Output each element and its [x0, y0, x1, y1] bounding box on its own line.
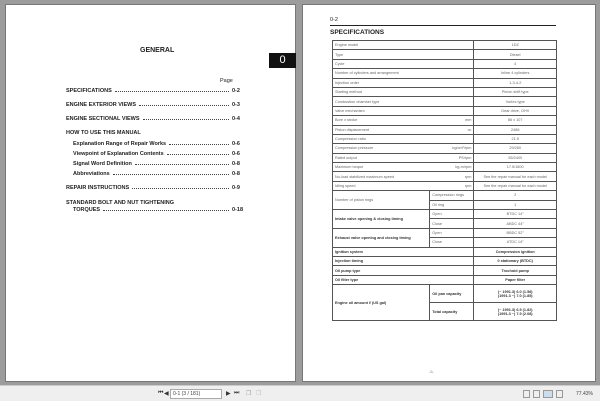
table-row [333, 256, 557, 265]
cell: Number of piston rings [333, 191, 430, 210]
table-row [333, 50, 557, 59]
cell: Starting method [333, 87, 430, 96]
header-rule [330, 25, 556, 26]
cell: ABDC 44° [474, 219, 557, 228]
toc-page: 0-2 [232, 88, 240, 94]
continuous-view-icon[interactable] [533, 390, 540, 398]
page-input[interactable]: 0-1 (3 / 181) [170, 389, 222, 399]
left-page [5, 4, 296, 382]
cell [430, 78, 474, 87]
cell: Paper filter [474, 275, 557, 284]
leader-dots [132, 185, 229, 189]
cell: Close [430, 238, 474, 247]
cell: 0 stationary (BTDC) [474, 256, 557, 265]
chapter-tab: 0 [269, 53, 296, 68]
cell [430, 87, 474, 96]
leader-dots [103, 207, 229, 211]
toc-page: 0-4 [232, 116, 240, 122]
first-page-icon[interactable]: ⏮ [158, 390, 164, 396]
cell: 2486 [474, 125, 557, 134]
page-header: 0-2 [330, 17, 338, 23]
copy-icon[interactable]: ❐ [246, 391, 252, 397]
cell: kg/cm²/rpm [430, 144, 474, 153]
cell: Inline 4 cylinders [474, 69, 557, 78]
cell: Trochoid pump [474, 266, 557, 275]
cell: cc [430, 125, 474, 134]
leader-dots [139, 102, 229, 106]
leader-dots [143, 116, 229, 120]
toc-label: Explanation Range of Repair Works [73, 141, 167, 147]
table-row [333, 191, 557, 200]
cell: kg-m/rpm [430, 163, 474, 172]
value-line: (1991.3 ~) 7.9 (2.08) [497, 311, 533, 316]
prev-page-icon[interactable]: ◀ [164, 391, 169, 397]
two-page-view-icon[interactable] [543, 390, 553, 398]
toc-label: ENGINE EXTERIOR VIEWS [66, 102, 136, 108]
cell [430, 69, 474, 78]
cell: 55/2400 [474, 153, 557, 162]
last-page-icon[interactable]: ⏭ [234, 390, 240, 396]
page-column-header: Page [220, 78, 233, 84]
cell: rpm [430, 181, 474, 190]
cell: Maximum torque [333, 163, 430, 172]
value-line: (~ 1991.3) 6.9 (1.82) [497, 307, 533, 312]
table-row [333, 69, 557, 78]
cell: 4 [474, 59, 557, 68]
toc-entry[interactable] [73, 141, 246, 147]
table-row [333, 87, 557, 96]
cell: Compression ratio [333, 134, 430, 143]
cell [430, 106, 474, 115]
cell: Idling speed [333, 181, 430, 190]
toc-label: SPECIFICATIONS [66, 88, 112, 94]
cell: Bore x stroke [333, 116, 430, 125]
cell: 21.5 [474, 134, 557, 143]
leader-dots [113, 171, 229, 175]
cell: Injection timing [333, 256, 474, 265]
value-line: (~ 1991.3) 6.0 (1.58) [497, 289, 533, 294]
table-row [333, 125, 557, 134]
toc-label: STANDARD BOLT AND NUT TIGHTENING [66, 200, 175, 206]
cell: Cycle [333, 59, 430, 68]
cell: Diesel [474, 50, 557, 59]
cell: No-load stabilized maximum speed [333, 172, 430, 181]
toc-page: 0-6 [232, 141, 240, 147]
cell: Rated output [333, 153, 430, 162]
cell: Oil pump type [333, 266, 474, 275]
cell: BBDC 52° [474, 228, 557, 237]
table-row [333, 134, 557, 143]
cell: Type [333, 50, 430, 59]
cell: PS/rpm [430, 153, 474, 162]
toc-page: 0-18 [232, 207, 244, 213]
table-row [333, 247, 557, 256]
table-row [333, 106, 557, 115]
toc-entry[interactable] [66, 200, 246, 206]
cell [430, 50, 474, 59]
table-row [333, 97, 557, 106]
table-row [333, 116, 557, 125]
cell: 17.5/1600 [474, 163, 557, 172]
table-row [333, 59, 557, 68]
toc-page: 0-3 [232, 102, 240, 108]
cell: Combustion chamber type [333, 97, 430, 106]
cell: Pinion shift type [474, 87, 557, 96]
table-row [333, 144, 557, 153]
cell: BTDC 14° [474, 210, 557, 219]
cell: Total capacity [430, 303, 474, 321]
cell: 1DZ [474, 41, 557, 50]
leader-dots [169, 141, 229, 145]
cell: Compression rings [430, 191, 474, 200]
toc-entry[interactable] [73, 171, 246, 177]
table-row [333, 181, 557, 190]
toc-entry[interactable] [66, 116, 246, 122]
table-row [333, 41, 557, 50]
cell: Open [430, 228, 474, 237]
toc-label: Signal Word Definition [73, 161, 132, 167]
toc-entry[interactable] [66, 88, 246, 94]
leader-dots [115, 88, 229, 92]
cell: Gear drive, OHV [474, 106, 557, 115]
page-footer: -6- [429, 369, 434, 374]
cell [474, 303, 557, 321]
table-row [333, 285, 557, 303]
cell: 1 [474, 200, 557, 209]
oil-label: Engine oil amount [335, 300, 368, 305]
table-row [333, 228, 557, 237]
cell [474, 285, 557, 303]
toc-label: HOW TO USE THIS MANUAL [66, 130, 141, 136]
toc-label: ENGINE SECTIONAL VIEWS [66, 116, 140, 122]
cell: See the repair manual for each model [474, 172, 557, 181]
table-row [333, 275, 557, 284]
section-title: GENERAL [140, 47, 175, 54]
spec-title: SPECIFICATIONS [330, 29, 385, 36]
cell: Exhaust valve opening and closing timing [333, 228, 430, 247]
value-line: (1991.3 ~) 7.0 (1.85) [497, 293, 533, 298]
two-page-continuous-icon[interactable] [556, 390, 563, 398]
cell: ATDC 14° [474, 238, 557, 247]
toc-entry[interactable] [73, 161, 246, 167]
cell: 1-3-4-2 [474, 78, 557, 87]
toc-label: REPAIR INSTRUCTIONS [66, 185, 130, 191]
toc-page: 0-6 [232, 151, 240, 157]
toc-entry[interactable] [73, 207, 246, 213]
bottom-toolbar [0, 385, 600, 401]
cell [430, 59, 474, 68]
table-row [333, 210, 557, 219]
cell: Compression pressure [333, 144, 430, 153]
toc-entry[interactable] [73, 151, 246, 157]
table-row [333, 153, 557, 162]
toc-label: TORQUES [73, 207, 101, 213]
cell: Intake valve opening & closing timing [333, 210, 430, 229]
cell: Oil ring [430, 200, 474, 209]
cell: See the repair manual for each model [474, 181, 557, 190]
cell: Valve mechanism [333, 106, 430, 115]
cell: Vortex type [474, 97, 557, 106]
cell: Open [430, 210, 474, 219]
paste-icon[interactable]: ❐ [256, 391, 262, 397]
leader-dots [135, 161, 229, 165]
cell: Injection order [333, 78, 430, 87]
cell: 29/260 [474, 144, 557, 153]
table-row [333, 266, 557, 275]
cell [333, 285, 430, 321]
table-row [333, 163, 557, 172]
toc-entry[interactable] [66, 102, 246, 108]
cell [430, 97, 474, 106]
cell: mm [430, 116, 474, 125]
cell: 2 [474, 191, 557, 200]
cell [430, 134, 474, 143]
toc-entry[interactable] [66, 185, 246, 191]
toc-entry[interactable] [66, 130, 246, 136]
cell: Piston displacement [333, 125, 430, 134]
leader-dots [167, 151, 229, 155]
toc-page: 0-8 [232, 161, 240, 167]
spec-table [332, 40, 557, 321]
cell: Close [430, 219, 474, 228]
cell: Engine model [333, 41, 430, 50]
oil-unit2: (US gal) [371, 300, 387, 305]
cell: Number of cylinders and arrangement [333, 69, 430, 78]
cell: rpm [430, 172, 474, 181]
toc-page: 0-8 [232, 171, 240, 177]
table-row [333, 172, 557, 181]
cell [430, 41, 474, 50]
cell: 86 x 107 [474, 116, 557, 125]
cell: Oil pan capacity [430, 285, 474, 303]
next-page-icon[interactable]: ▶ [226, 391, 231, 397]
oil-unit: ℓ [368, 300, 371, 305]
cell: Oil filter type [333, 275, 474, 284]
cell: Compression ignition [474, 247, 557, 256]
toc-label: Abbreviations [73, 171, 110, 177]
toc-label: Viewpoint of Explanation Contents [73, 151, 164, 157]
cell: Ignition system [333, 247, 474, 256]
table-row [333, 78, 557, 87]
zoom-level[interactable]: 77.43% [576, 391, 593, 397]
single-page-view-icon[interactable] [523, 390, 530, 398]
toc-page: 0-9 [232, 185, 240, 191]
